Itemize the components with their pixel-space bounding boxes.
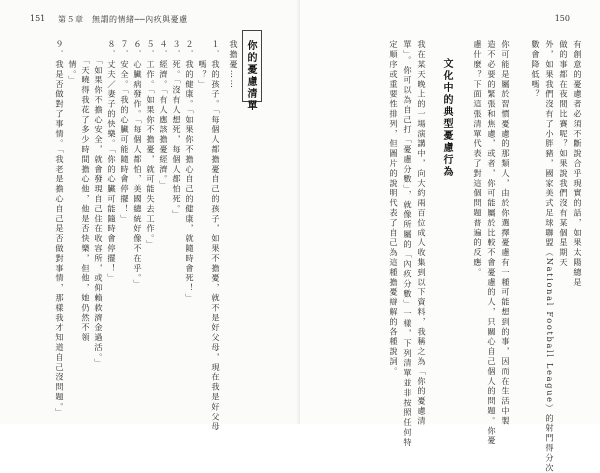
list-item: ８．丈夫／妻子的快樂。「你的心臟可能隨時會停擺！」 (107, 40, 117, 284)
list-intro: 我擔憂…… (229, 40, 239, 90)
list-item: ３．死。「沒有人想死，每個人都怕死。」 (172, 40, 182, 220)
paragraph-line: 單」。你可以為自己打「憂慮分數」，就像所屬的「內疚分數」一樣，下列清單並非按照任何特 (403, 40, 413, 448)
list-item: １．我的孩子。「每個人都擔憂自己的孩子，如果不擔憂，就不是好父母，現在我是好父母 (211, 40, 221, 432)
left-page-number: 151 (30, 14, 46, 23)
quote-line: 數會降低嗎？ (531, 40, 541, 100)
list-heading: 你的憂慮清單 (245, 40, 256, 112)
paragraph-line: 定順序或重要性排列，但圖片的說明代表了自己為這種擔憂辯解的各種說詞。 (389, 40, 399, 377)
quote-line: 有創意的憂慮者必須不斷說合乎現實的話，如果太陽總是 (573, 40, 583, 288)
list-item: 嗎？」 (198, 40, 208, 90)
list-item: 情。」 (68, 40, 78, 86)
list-item: ９．我是否做對了事情。「我老是擔心自己是否做對事情，那樣我才知道自己沒問題。」 (55, 40, 65, 418)
running-title: 第５章 無謂的情緒──內疚與憂慮 (58, 15, 188, 24)
list-item: ７．安全。「我的心臟可能隨時會停擺！」 (120, 40, 130, 224)
right-page (300, 0, 600, 473)
list-item: 「如果你不擔心安全，就會發現自己住在收容所，或仰賴救濟金過活。」 (94, 40, 104, 369)
list-item: 「天曉得我花了多少時間擔心他，他是否快樂，但他，她仍然不領 (81, 40, 91, 343)
quote-line: 外，如果我們沒有了小胖豬，國家美式足球聯盟（National Football League）的射門得分次 (545, 40, 555, 473)
paragraph-line: 慮什麼？下面這張清單代表了對這個問題普遍的反應。 (473, 40, 483, 278)
section-heading: 文化中的典型憂慮行為 (441, 58, 452, 178)
left-page (0, 0, 300, 432)
paragraph-line: 我在某天晚上的一場演講中，向大約兩百位成人收集到以下資料，我稱之為「你的憂慮清 (417, 40, 427, 427)
paragraph-line: 造不必要的緊張和焦慮，或者，你可能屬於比較不會憂慮的人，只關心自己個人的問題。你憂 (487, 40, 497, 446)
list-item: ４．經濟。「有人應該擔憂經濟。」 (159, 40, 169, 191)
list-item: ５．工作。「如果你不擔憂，就可能失去工作。」 (146, 40, 156, 250)
quote-line: 做的事都在夜間比賽呢？如果說我們沒有某個星期天 (559, 40, 569, 268)
list-item: ２．我的健康。「如果你不擔心自己的健康，就隨時會死！」 (185, 40, 195, 304)
right-page-number: 150 (554, 14, 570, 23)
list-item: ６．心臟病發作。「每個人都怕，美國總統好像不在乎。」 (133, 40, 143, 290)
paragraph-line: 你可能是屬於習慣憂慮的那類人，由於你選擇憂慮有一種可能想到的事，因而在生活中製 (501, 40, 511, 427)
